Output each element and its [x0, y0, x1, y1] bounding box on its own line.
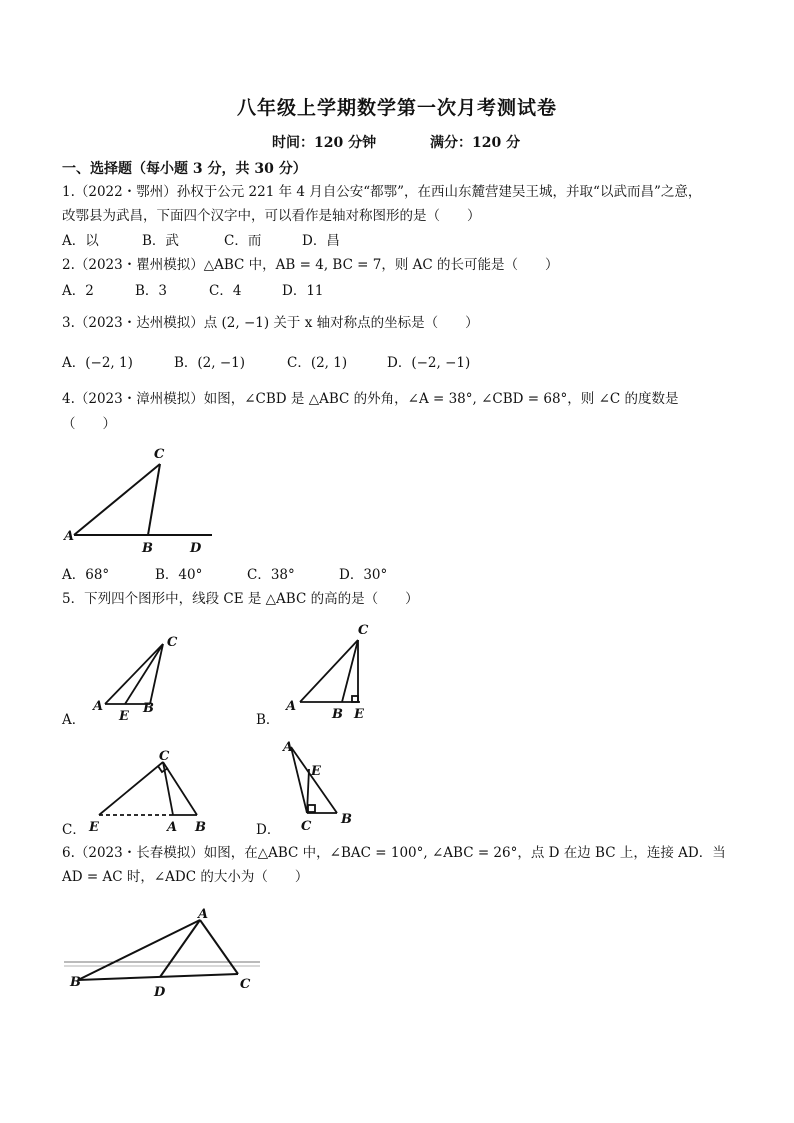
q5b-label-a: A — [286, 699, 297, 714]
q5a-label-b: B — [143, 701, 154, 716]
q6-text-line2: AD = AC 时，∠ADC 的大小为（ ） — [62, 869, 309, 885]
q4-option-a[interactable]: A．68° — [62, 567, 110, 583]
q5d-label-a: A — [283, 740, 294, 755]
q3-option-b[interactable]: B．(2, −1) — [174, 355, 246, 371]
q6-label-c: C — [240, 977, 251, 992]
q5-figure-b — [280, 618, 390, 722]
q2-option-b[interactable]: B．3 — [135, 283, 168, 299]
q3-option-d[interactable]: D．(−2, −1) — [387, 355, 471, 371]
q5b-label-c: C — [358, 623, 369, 638]
q3-text: 3.（2023・达州模拟）点 (2, −1) 关于 x 轴对称点的坐标是（ ） — [62, 315, 479, 331]
q5a-label-c: C — [167, 635, 178, 650]
q1-text-line1: 1.（2022・鄂州）孙权于公元 221 年 4 月自公安“都鄂”，在西山东麓营建吴王城，并取“以武而昌”之意， — [62, 184, 702, 200]
q5c-label-c: C — [159, 749, 170, 764]
q5d-label-c: C — [301, 819, 312, 834]
q5-text: 5．下列四个图形中，线段 CE 是 △ABC 的高的是（ ） — [62, 591, 419, 607]
q4-label-a: A — [64, 529, 75, 544]
q4-text-line2: （ ） — [62, 416, 116, 432]
q5b-label-e: E — [354, 707, 364, 722]
section-heading: 一、选择题（每小题 3 分，共 30 分） — [62, 161, 307, 177]
exam-time: 时间：120 分钟 — [272, 135, 377, 151]
q6-text-line1: 6.（2023・长春模拟）如图，在△ABC 中，∠BAC = 100°, ∠ABC = 26°，点 D 在边 BC 上，连接 AD．当 — [62, 845, 726, 861]
q5d-label-e: E — [311, 764, 321, 779]
q4-line-bc — [148, 464, 160, 535]
q5-option-a[interactable]: A． — [62, 712, 86, 728]
q5-figure-c — [85, 742, 220, 834]
q5-figure-a — [85, 628, 195, 722]
q4-label-c: C — [154, 447, 165, 462]
q4-text-line1: 4.（2023・漳州模拟）如图，∠CBD 是 △ABC 的外角，∠A = 38°, ∠CBD = 68°，则 ∠C 的度数是 — [62, 391, 679, 407]
q1-option-b[interactable]: B．武 — [142, 233, 179, 249]
q5b-label-b: B — [332, 707, 343, 722]
q6-label-b: B — [70, 975, 81, 990]
q4-figure — [60, 440, 220, 558]
q6-label-a: A — [198, 907, 209, 922]
q5-option-d[interactable]: D． — [256, 822, 281, 838]
q2-option-c[interactable]: C．4 — [209, 283, 242, 299]
q5a-label-e: E — [119, 709, 129, 722]
q6-label-d: D — [154, 985, 166, 1000]
q4-option-d[interactable]: D．30° — [339, 567, 388, 583]
q5c-label-b: B — [195, 820, 206, 834]
q5-option-b[interactable]: B． — [256, 712, 280, 728]
q5c-label-e: E — [89, 820, 99, 834]
q1-option-c[interactable]: C．而 — [224, 233, 262, 249]
q1-option-d[interactable]: D．昌 — [302, 233, 340, 249]
q4-label-b: B — [142, 541, 153, 556]
q2-option-a[interactable]: A．2 — [62, 283, 94, 299]
q2-text: 2.（2023・瞿州模拟）△ABC 中，AB = 4, BC = 7，则 AC 的长可能是（ ） — [62, 257, 559, 273]
exam-score: 满分：120 分 — [430, 135, 521, 151]
q3-option-a[interactable]: A．(−2, 1) — [62, 355, 133, 371]
q5d-label-b: B — [341, 812, 352, 827]
q6-figure — [60, 900, 265, 1002]
q4-line-ac — [74, 464, 160, 535]
q1-text-line2: 改鄂县为武昌，下面四个汉字中，可以看作是轴对称图形的是（ ） — [62, 208, 481, 224]
q4-option-b[interactable]: B．40° — [155, 567, 203, 583]
q5a-label-a: A — [93, 699, 104, 714]
q5-option-c[interactable]: C． — [62, 822, 86, 838]
q2-option-d[interactable]: D．11 — [282, 283, 324, 299]
q5-figure-d — [275, 735, 375, 835]
q1-option-a[interactable]: A．以 — [62, 233, 99, 249]
q4-option-c[interactable]: C．38° — [247, 567, 295, 583]
q3-option-c[interactable]: C．(2, 1) — [287, 355, 348, 371]
page-title: 八年级上学期数学第一次月考测试卷 — [236, 97, 557, 119]
q5c-label-a: A — [167, 820, 178, 834]
q4-label-d: D — [190, 541, 202, 556]
